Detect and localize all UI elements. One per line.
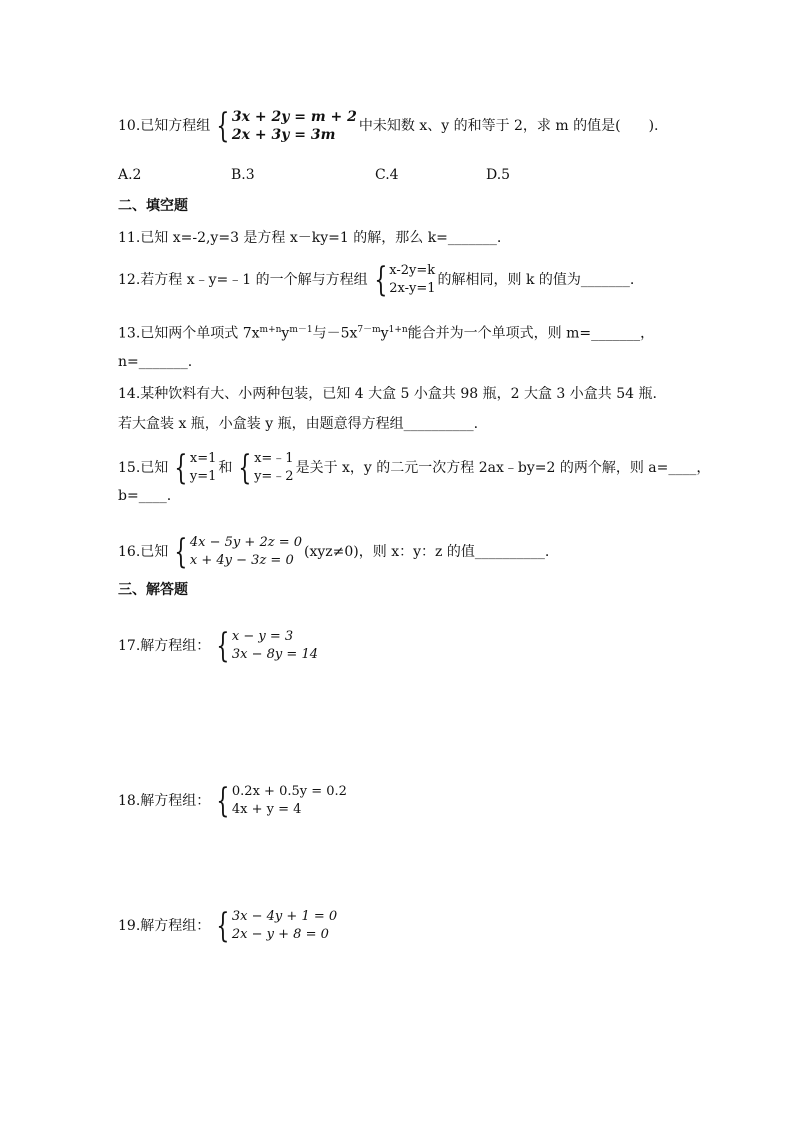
q10-eq2: 2x + 3y = 3m [231,127,336,143]
question-16 [118,534,549,570]
q16-eq1: 4x − 5y + 2z = 0 [189,535,302,550]
q15-post: 是关于 x，y 的二元一次方程 2ax﹣by=2 的两个解，则 a=____， [295,460,711,476]
brace-icon: { [216,906,230,946]
q13-sup1: m+n [259,325,282,335]
q13-mid2: 与－5x [312,325,358,342]
section-solve-title: 三、解答题 [118,582,188,598]
q17-equation-system [212,628,318,664]
question-14-line2: 若大盒装 x 瓶，小盒装 y 瓶，由题意得方程组__________. [118,416,479,432]
q16-eq2: x + 4y − 3z = 0 [189,553,294,568]
q15-a2: y=1 [189,469,217,484]
q10-eq1: 3x + 2y = m + 2 [231,109,357,125]
q15-b1: x=﹣1 [254,451,294,466]
q13-sup2: m－1 [289,325,313,335]
q15-mid: 和 [218,460,233,476]
q19-eq1: 3x − 4y + 1 = 0 [231,909,338,924]
q17-eq1: x − y = 3 [231,629,294,644]
q15-system-a [170,450,216,486]
q10-post: 中未知数 x、y 的和等于 2，求 m 的值是( ). [358,118,659,134]
q13-sup3: 7－m [357,325,381,335]
q15-system-b [234,450,293,486]
option-b: B.3 [231,167,255,183]
brace-icon: { [216,106,230,146]
q19-eq2: 2x − y + 8 = 0 [231,927,329,942]
question-13-line2: n=_______. [118,354,193,370]
question-10 [118,108,659,144]
q12-eq1: x-2y=k [389,263,436,278]
question-11: 11.已知 x=-2,y=3 是方程 x－ky=1 的解，那么 k=_______. [118,230,502,246]
q10-equation-system [212,108,357,144]
q18-eq1: 0.2x + 0.5y = 0.2 [231,784,347,799]
question-13 [118,320,654,344]
option-d: D.5 [486,167,511,183]
q17-eq2: 3x − 8y = 14 [231,647,318,662]
q18-pre: 18.解方程组： [118,793,211,809]
q17-pre: 17.解方程组： [118,638,211,654]
question-18 [118,783,349,819]
option-a: A.2 [118,167,142,183]
q19-equation-system [212,908,337,944]
q15-b2: y=﹣2 [254,469,294,484]
question-15 [118,450,710,486]
q12-pre: 12.若方程 x﹣y=﹣1 的一个解与方程组 [118,272,368,288]
q13-sup4: 1+n [388,325,408,335]
question-12 [118,262,634,298]
q16-post: (xyz≠0)，则 x：y：z 的值__________. [304,544,550,560]
section-fill-blank-title: 二、填空题 [118,198,188,214]
q12-eq2: 2x-y=1 [389,281,436,296]
question-15-line2: b=____. [118,488,172,504]
q19-pre: 19.解方程组： [118,918,211,934]
q10-pre: 已知方程组 [140,118,211,134]
q15-pre: 15.已知 [118,460,169,476]
brace-icon: { [216,781,230,821]
q16-pre: 16.已知 [118,544,169,560]
question-19 [118,908,339,944]
q16-equation-system [170,534,302,570]
q12-post: 的解相同，则 k 的值为_______. [437,272,635,288]
q10-number: 10. [118,118,141,134]
q13-pre: 13.已知两个单项式 7x [118,325,260,342]
brace-icon: { [373,260,387,300]
brace-icon: { [216,626,230,666]
brace-icon: { [174,448,188,488]
question-14-line1: 14.某种饮料有大、小两种包装，已知 4 大盒 5 小盒共 98 瓶，2 大盒 3 小盒共 54 瓶. [118,386,657,402]
q18-eq2: 4x + y = 4 [231,802,302,817]
q13-post: 能合并为一个单项式，则 m=_______， [407,325,655,342]
q12-equation-system [370,262,436,298]
q13-mid1: y [281,325,290,342]
q18-equation-system [212,783,347,819]
brace-icon: { [238,448,252,488]
q13-mid3: y [380,325,389,342]
q15-a1: x=1 [189,451,217,466]
brace-icon: { [174,532,188,572]
option-c: C.4 [375,167,399,183]
question-17 [118,628,320,664]
